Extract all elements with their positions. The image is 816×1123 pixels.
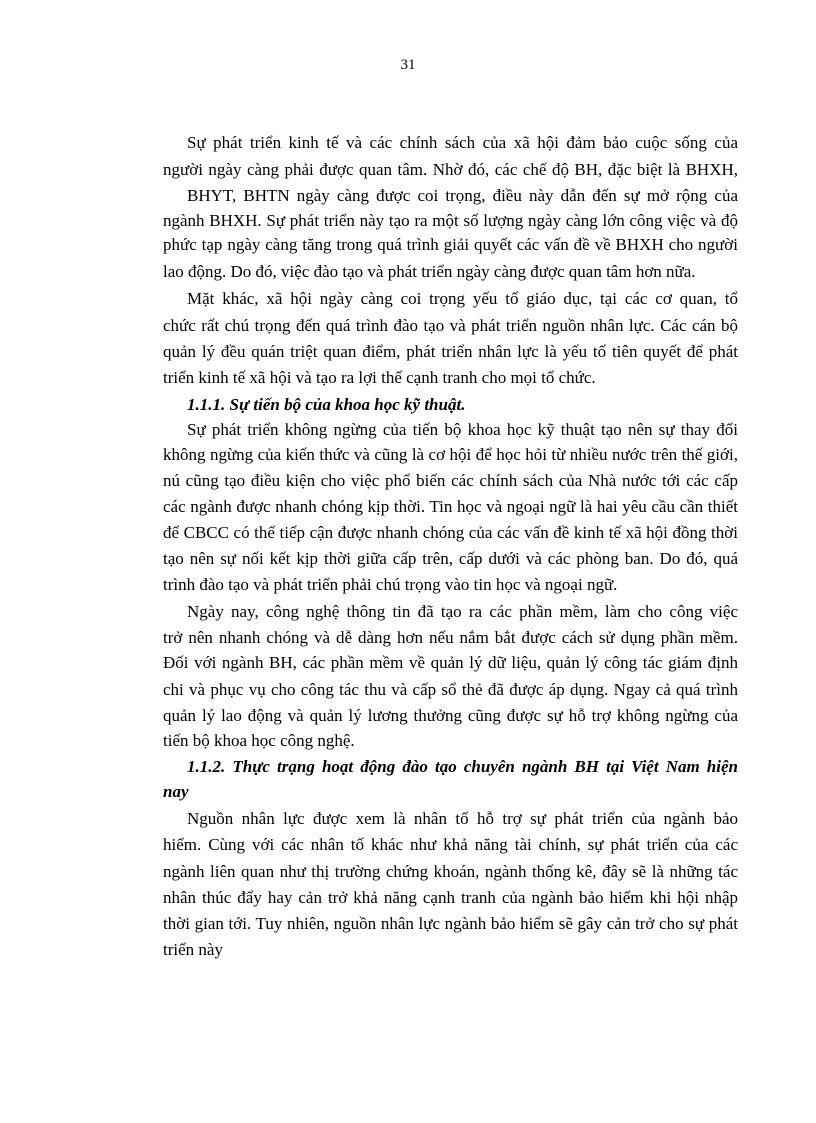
paragraph-line: tiến bộ khoa học công nghệ. [163, 731, 355, 750]
section-heading: 1.1.1. Sự tiến bộ của khoa học kỹ thuật. [187, 395, 466, 414]
paragraph-line: ngành BHXH. Sự phát triển này tạo ra một số lượng ngày càng lớn công việc và độ [163, 211, 738, 230]
paragraph-line: Sự phát triển kinh tế và các chính sách của xã hội đảm bảo cuộc sống của [187, 133, 738, 152]
paragraph-line: không ngừng của kiến thức và cũng là cơ hội để học hỏi từ nhiều nước trên thế giới, [163, 445, 738, 464]
paragraph-line: các ngành được nhanh chóng kịp thời. Tin học và ngoại ngữ là hai yêu cầu cần thiết [163, 497, 738, 516]
paragraph-line: nú cũng tạo điều kiện cho việc phổ biến các chính sách của Nhà nước tới các cấp [163, 471, 738, 490]
paragraph-line: hiểm. Cùng với các nhân tố khác như khả năng tài chính, sự phát triển của các [163, 835, 738, 854]
paragraph-line: Ngày nay, công nghệ thông tin đã tạo ra các phần mềm, làm cho công việc [187, 602, 738, 621]
paragraph-line: chi và phục vụ cho công tác thu và cấp sổ thẻ đã được áp dụng. Ngay cả quá trình [163, 680, 738, 699]
paragraph-line: triển kinh tế xã hội và tạo ra lợi thế cạnh tranh cho mọi tổ chức. [163, 368, 596, 387]
paragraph-line: quản lý lao động và quản lý lương thưởng cũng được sự hỗ trợ không ngừng của [163, 706, 738, 725]
section-heading-continuation: nay [163, 782, 189, 801]
paragraph-line: nhân thúc đẩy hay cản trở khả năng cạnh tranh của ngành bảo hiểm khi hội nhập [163, 888, 738, 907]
paragraph-line: trình đào tạo và phát triển phải chú trọng vào tin học và ngoại ngữ. [163, 575, 618, 594]
paragraph-line: thời gian tới. Tuy nhiên, nguồn nhân lực ngành bảo hiểm sẽ gây cản trở cho sự phát [163, 914, 738, 933]
paragraph-line: tạo nên sự nối kết kịp thời giữa cấp trên, cấp dưới và các phòng ban. Do đó, quá [163, 549, 738, 568]
paragraph-line: ngành liên quan như thị trường chứng khoán, ngành thống kê, đây sẽ là những tác [163, 862, 738, 881]
paragraph-line: Mặt khác, xã hội ngày càng coi trọng yếu tố giáo dục, tại các cơ quan, tổ [187, 289, 738, 308]
paragraph-line: phức tạp ngày càng tăng trong quá trình giải quyết các vấn đề về BHXH cho người [163, 235, 738, 254]
paragraph-line: chức rất chú trọng đến quá trình đào tạo và phát triển nguồn nhân lực. Các cán bộ [163, 316, 738, 335]
paragraph-line: Sự phát triển không ngừng của tiến bộ khoa học kỹ thuật tạo nên sự thay đổi [187, 420, 738, 439]
paragraph-line: để CBCC có thể tiếp cận được nhanh chóng của các vấn đề kinh tế xã hội đồng thời [163, 523, 738, 542]
page-number: 31 [400, 57, 416, 73]
paragraph-line: Đối với ngành BH, các phần mềm về quản lý dữ liệu, quản lý công tác giám định [163, 653, 738, 672]
paragraph-line: Nguồn nhân lực được xem là nhân tố hỗ trợ sự phát triển của ngành bảo [187, 809, 738, 828]
section-heading: 1.1.2. Thực trạng hoạt động đào tạo chuyên ngành BH tại Việt Nam hiện [187, 757, 738, 776]
paragraph-line: trở nên nhanh chóng và dễ dàng hơn nếu nắm bắt được cách sử dụng phần mềm. [163, 628, 738, 647]
paragraph-line: BHYT, BHTN ngày càng được coi trọng, điều này dẫn đến sự mở rộng của [187, 186, 738, 205]
paragraph-line: người ngày càng phải được quan tâm. Nhờ đó, các chế độ BH, đặc biệt là BHXH, [163, 160, 738, 179]
paragraph-line: quản lý đều quán triệt quan điểm, phát triển nhân lực là yếu tố tiên quyết để phát [163, 342, 738, 361]
paragraph-line: lao động. Do đó, việc đào tạo và phát triển ngày càng được quan tâm hơn nữa. [163, 262, 696, 281]
paragraph-line: triển này [163, 940, 223, 959]
